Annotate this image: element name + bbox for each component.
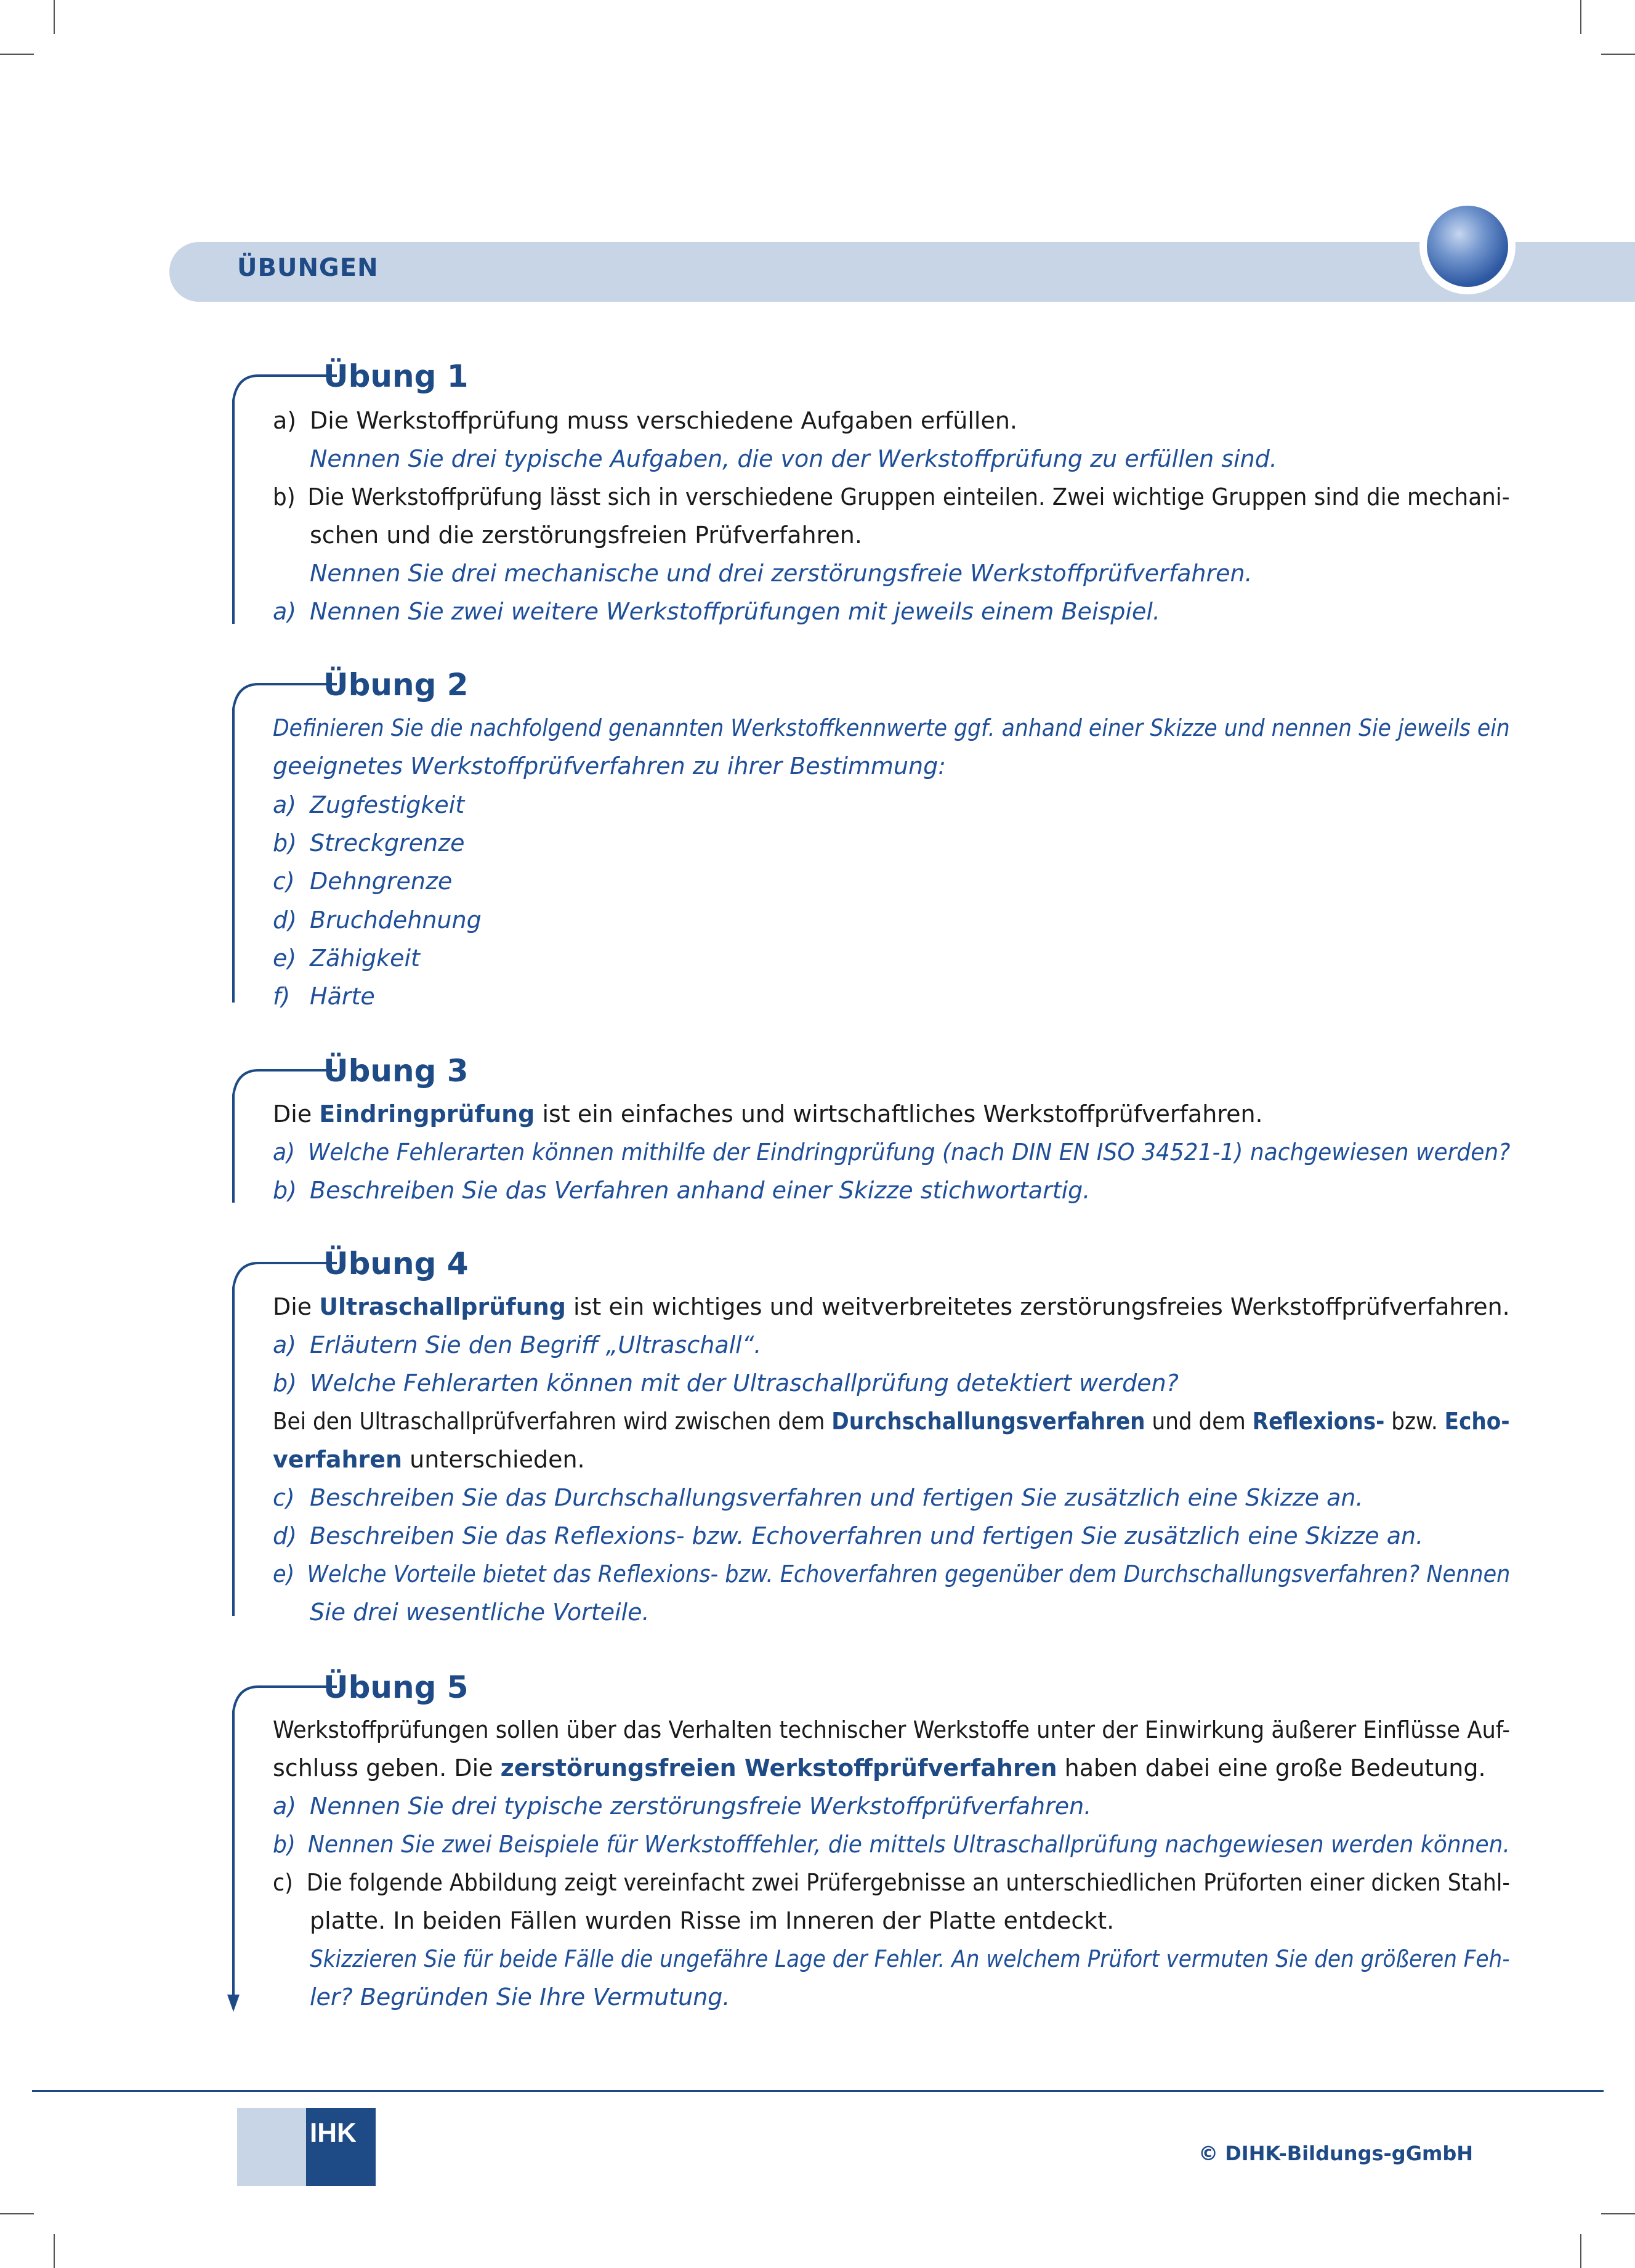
item-label: c)	[273, 1869, 293, 1896]
exercise-3-title: Übung 3	[323, 1053, 469, 1089]
exercise-2-intro: Definieren Sie die nachfolgend genannten Werkstoffkennwerte ggf. anhand einer Skizze und nennen Sie jeweils ein	[273, 714, 1510, 741]
decorative-circle	[1427, 206, 1508, 287]
item-label: b)	[273, 1177, 297, 1204]
item-label: a)	[273, 598, 297, 625]
exercise-2-intro-cont: geeignetes Werkstoffprüfverfahren zu ihrer Bestimmung:	[273, 753, 947, 780]
item-label: a)	[273, 1139, 296, 1166]
exercise-1-b	[273, 483, 1510, 511]
crop-mark	[1601, 2213, 1635, 2214]
footer-divider	[32, 2090, 1604, 2092]
item-text: Bruchdehnung	[310, 906, 482, 934]
exercise-4-intro	[273, 1295, 1510, 1318]
text: ist ein wichtiges und weitverbreitetes zerstörungsfreies Werkstoffprüfverfahren.	[573, 1293, 1510, 1320]
keyword: Reflexions-	[1252, 1408, 1385, 1435]
item-text: Welche Vorteile bietet das Reflexions- bzw. Echoverfahren gegenüber dem Durchschallungsverfahren? Nennen	[307, 1560, 1511, 1588]
exercise-2-item-a	[273, 793, 464, 817]
exercise-5-c-cont: platte. In beiden Fällen wurden Risse im Inneren der Platte entdeckt.	[310, 1907, 1115, 1934]
exercise-1-title: Übung 1	[323, 358, 469, 394]
text: Die	[273, 1293, 312, 1320]
item-label: c)	[273, 868, 295, 895]
item-label: a)	[273, 791, 297, 818]
exercise-5-a	[273, 1794, 1091, 1818]
exercise-4-a	[273, 1333, 762, 1357]
item-label: b)	[273, 483, 296, 511]
logo-background	[237, 2108, 306, 2186]
item-text: Dehngrenze	[310, 868, 453, 895]
item-text: Beschreiben Sie das Reflexions- bzw. Echoverfahren und fertigen Sie zusätzlich eine Skizze an.	[310, 1522, 1424, 1549]
exercise-2-title: Übung 2	[323, 667, 469, 703]
keyword: Ultraschallprüfung	[319, 1293, 566, 1320]
item-text: Zugfestigkeit	[310, 791, 465, 818]
item-label: e)	[273, 945, 297, 972]
text: schluss geben. Die	[273, 1754, 493, 1782]
item-text: Nennen Sie zwei weitere Werkstoffprüfungen mit jeweils einem Beispiel.	[310, 598, 1160, 625]
item-label: a)	[273, 407, 297, 434]
logo-text: IHK	[310, 2118, 357, 2148]
section-title: ÜBUNGEN	[237, 254, 379, 282]
exercise-2-item-b	[273, 831, 464, 855]
exercise-5-b	[273, 1833, 1510, 1856]
section-banner	[169, 242, 1635, 302]
exercise-4-mid	[273, 1410, 1510, 1433]
item-text: Nennen Sie drei typische zerstörungsfreie Werkstoffprüfverfahren.	[310, 1793, 1092, 1820]
exercise-2-item-d	[273, 908, 482, 932]
exercise-4-d	[273, 1524, 1423, 1548]
exercise-4-mid-cont	[273, 1448, 585, 1471]
exercise-5-intro-cont	[273, 1756, 1486, 1780]
item-text: Die Werkstoffprüfung muss verschiedene Aufgaben erfüllen.	[310, 407, 1017, 434]
crop-mark	[1580, 0, 1581, 34]
item-text: Erläutern Sie den Begriff „Ultraschall“.	[310, 1331, 762, 1358]
item-label: a)	[273, 1793, 297, 1820]
exercise-4-b	[273, 1371, 1179, 1395]
item-label: a)	[273, 1331, 297, 1358]
exercise-5-intro: Werkstoffprüfungen sollen über das Verhalten technischer Werkstoffe unter der Einwirkung äußerer Einflüsse Auf-	[273, 1716, 1511, 1743]
crop-mark	[54, 0, 55, 34]
crop-mark	[1601, 54, 1635, 55]
ihk-logo	[306, 2108, 376, 2186]
keyword: zerstörungsfreien Werkstoffprüfverfahren	[500, 1754, 1057, 1782]
exercise-1-a-task: Nennen Sie drei typische Aufgaben, die von der Werkstoffprüfung zu erfüllen sind.	[310, 445, 1277, 472]
exercise-2-item-e	[273, 946, 420, 970]
exercise-2-item-f	[273, 985, 375, 1008]
copyright-notice: © DIHK-Bildungs-gGmbH	[1198, 2142, 1473, 2165]
exercise-4-c	[273, 1486, 1363, 1509]
crop-mark	[0, 54, 34, 55]
item-text: Härte	[310, 983, 375, 1010]
crop-mark	[0, 2213, 34, 2214]
item-label: e)	[273, 1560, 295, 1588]
exercise-4-e-cont: Sie drei wesentliche Vorteile.	[310, 1599, 650, 1626]
exercise-5-c	[273, 1871, 1510, 1894]
item-label: b)	[273, 1831, 296, 1858]
item-label: d)	[273, 906, 297, 934]
text: haben dabei eine große Bedeutung.	[1064, 1754, 1486, 1782]
exercise-5-c-task: Skizzieren Sie für beide Fälle die ungefähre Lage der Fehler. An welchem Prüfort vermuten Sie den größeren Feh-	[310, 1945, 1510, 1972]
text: Bei den Ultraschallprüfverfahren wird zwischen dem	[273, 1408, 825, 1435]
exercise-4-title: Übung 4	[323, 1246, 469, 1281]
item-text: Zähigkeit	[310, 945, 420, 972]
text: und dem	[1152, 1408, 1246, 1435]
keyword: Durchschallungsverfahren	[831, 1408, 1145, 1435]
exercise-4-e	[273, 1562, 1510, 1586]
item-label: c)	[273, 1484, 295, 1511]
item-label: f)	[273, 983, 291, 1010]
exercise-1-a	[273, 409, 1017, 432]
exercise-1-b-task: Nennen Sie drei mechanische und drei zerstörungsfreie Werkstoffprüfverfahren.	[310, 560, 1253, 587]
exercise-3-a	[273, 1140, 1510, 1164]
text: Die	[273, 1100, 312, 1128]
item-text: Beschreiben Sie das Durchschallungsverfahren und fertigen Sie zusätzlich eine Skizze an.	[310, 1484, 1363, 1511]
item-label: d)	[273, 1522, 297, 1549]
item-text: Beschreiben Sie das Verfahren anhand einer Skizze stichwortartig.	[310, 1177, 1091, 1204]
keyword: verfahren	[273, 1446, 403, 1473]
crop-mark	[54, 2234, 55, 2268]
item-label: b)	[273, 829, 297, 857]
item-text: Streckgrenze	[310, 829, 465, 857]
exercise-5-title: Übung 5	[323, 1669, 469, 1705]
keyword: Eindringprüfung	[319, 1100, 535, 1128]
text: unterschieden.	[410, 1446, 585, 1473]
item-text: Welche Fehlerarten können mithilfe der Eindringprüfung (nach DIN EN ISO 34521-1) nachgewiesen werden?	[307, 1139, 1511, 1166]
item-text: Welche Fehlerarten können mit der Ultraschallprüfung detektiert werden?	[310, 1370, 1179, 1397]
keyword: Echo-	[1444, 1408, 1510, 1435]
text: ist ein einfaches und wirtschaftliches Werkstoffprüfverfahren.	[542, 1100, 1263, 1128]
item-label: b)	[273, 1370, 297, 1397]
exercise-5-c-task-cont: ler? Begründen Sie Ihre Vermutung.	[310, 1983, 730, 2011]
exercise-2-item-c	[273, 870, 452, 893]
text: bzw.	[1391, 1408, 1438, 1435]
exercise-1-b-cont: schen und die zerstörungsfreien Prüfverfahren.	[310, 522, 862, 549]
item-text: Die Werkstoffprüfung lässt sich in verschiedene Gruppen einteilen. Zwei wichtige Gruppen sind die mechani-	[307, 483, 1510, 511]
exercise-3-intro	[273, 1102, 1263, 1126]
item-text: Nennen Sie zwei Beispiele für Werkstofffehler, die mittels Ultraschallprüfung nachgewiesen werden können.	[307, 1831, 1510, 1858]
exercise-1-c	[273, 600, 1160, 623]
item-text: Die folgende Abbildung zeigt vereinfacht zwei Prüfergebnisse an unterschiedlichen Prüforten einer dicken Stahl-	[306, 1869, 1510, 1896]
crop-mark	[1580, 2234, 1581, 2268]
exercise-3-b	[273, 1179, 1090, 1202]
